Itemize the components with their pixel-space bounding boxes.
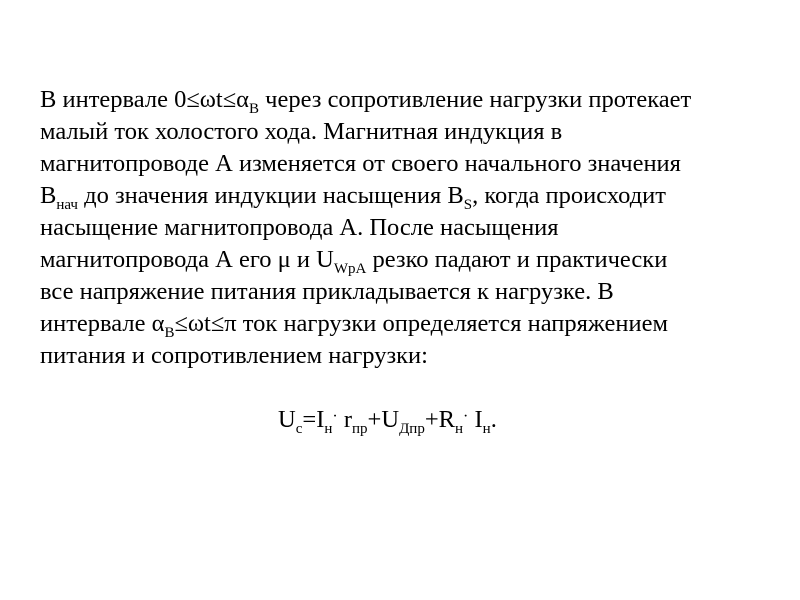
subscript: WpA bbox=[333, 261, 367, 277]
text-run: интервале α bbox=[40, 310, 165, 337]
text-line-8 bbox=[40, 308, 770, 340]
formula-symbol: +U bbox=[367, 406, 400, 433]
subscript: нач bbox=[56, 197, 78, 213]
text-run: резко падают и практически bbox=[366, 246, 668, 273]
text-line-9: питания и сопротивлением нагрузки: bbox=[40, 342, 428, 369]
text-run: до значения индукции насыщения B bbox=[77, 182, 464, 209]
text-run: через сопротивление нагрузки протекает bbox=[259, 86, 692, 113]
subscript: В bbox=[249, 101, 260, 117]
multiply-dot: · bbox=[463, 408, 469, 425]
subscript: S bbox=[463, 197, 473, 213]
text-line-2: малый ток холостого хода. Магнитная индукция в bbox=[40, 118, 563, 145]
text-run: В интервале 0≤ωt≤α bbox=[40, 86, 249, 113]
subscript: c bbox=[295, 421, 303, 437]
text-run: магнитопровода А его μ и U bbox=[40, 246, 334, 273]
text-line-3: магнитопроводе А изменяется от своего начального значения bbox=[40, 150, 681, 177]
text-line-4 bbox=[40, 180, 770, 212]
subscript: н bbox=[455, 421, 464, 437]
text-run: , когда происходит bbox=[472, 182, 666, 209]
formula-symbol: +R bbox=[424, 406, 455, 433]
formula-symbol: . bbox=[490, 406, 497, 433]
subscript: н bbox=[324, 421, 333, 437]
text-run: ≤ωt≤π ток нагрузки определяется напряжением bbox=[174, 310, 668, 337]
text-run: B bbox=[40, 182, 57, 209]
formula-symbol: I bbox=[468, 406, 483, 433]
text-line-1 bbox=[40, 84, 770, 116]
subscript: Дпр bbox=[399, 421, 425, 437]
formula-symbol: U bbox=[278, 406, 296, 433]
text-line-6 bbox=[40, 244, 770, 276]
text-line-7: все напряжение питания прикладывается к нагрузке. В bbox=[40, 278, 614, 305]
multiply-dot: · bbox=[332, 408, 338, 425]
subscript: В bbox=[164, 325, 175, 341]
subscript: н bbox=[482, 421, 491, 437]
formula-symbol: =I bbox=[302, 406, 325, 433]
formula bbox=[278, 404, 497, 436]
body-paragraph bbox=[40, 84, 770, 372]
formula-symbol: r bbox=[337, 406, 353, 433]
subscript: пр bbox=[352, 421, 368, 437]
text-line-5: насыщение магнитопровода А. После насыщения bbox=[40, 214, 559, 241]
